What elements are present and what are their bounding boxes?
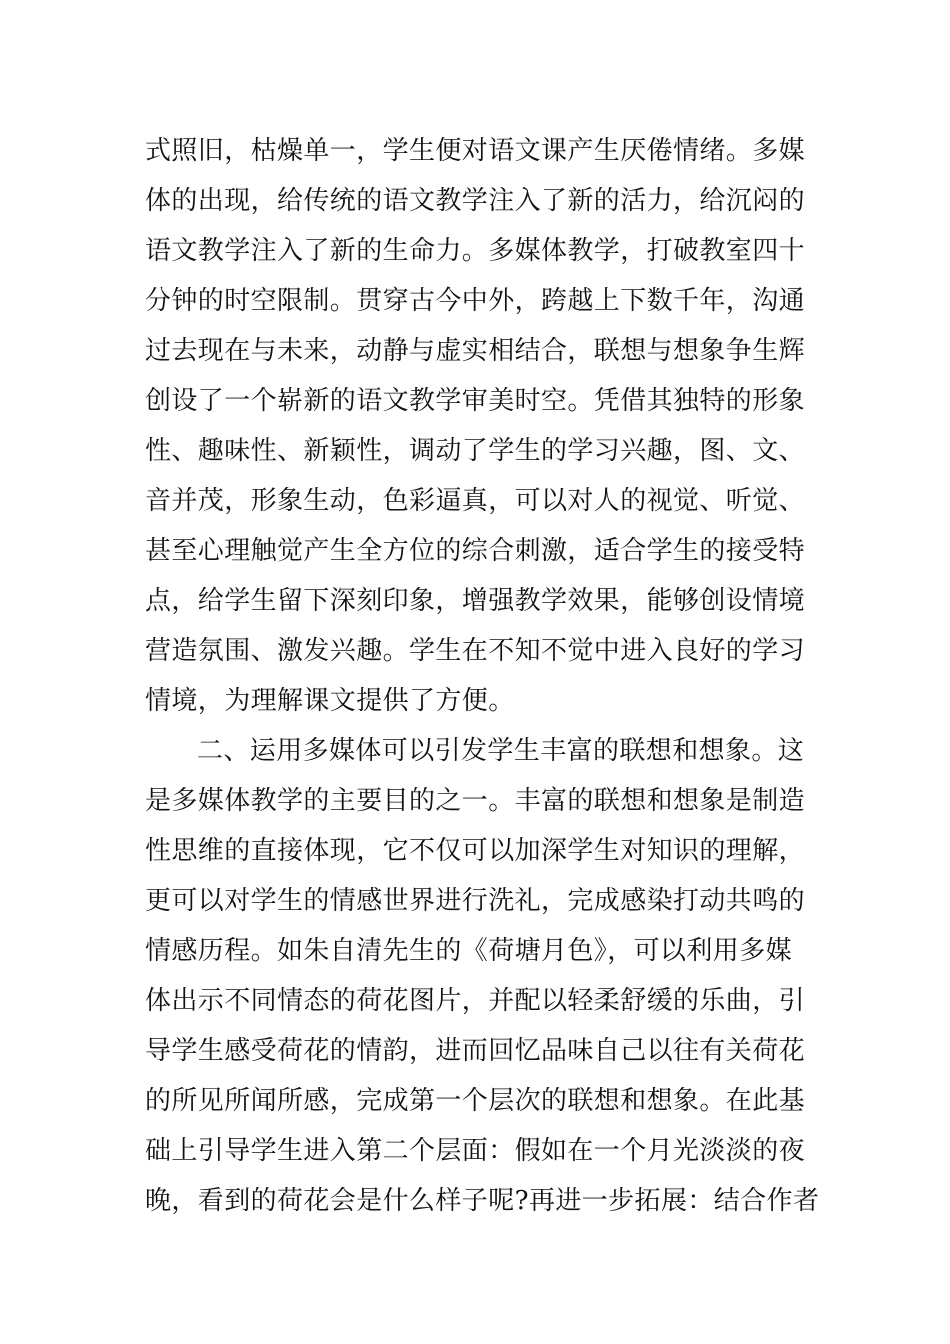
text-line: 更可以对学生的情感世界进行洗礼，完成感染打动共鸣的 xyxy=(145,886,806,916)
text-line: 性、趣味性、新颖性，调动了学生的学习兴趣，图、文、 xyxy=(145,436,806,466)
text-line: 式照旧，枯燥单一，学生便对语文课产生厌倦情绪。多媒 xyxy=(145,136,806,166)
text-line: 体出示不同情态的荷花图片，并配以轻柔舒缓的乐曲，引 xyxy=(145,986,806,1016)
text-line: 体的出现，给传统的语文教学注入了新的活力，给沉闷的 xyxy=(145,186,806,216)
text-line: 础上引导学生进入第二个层面：假如在一个月光淡淡的夜 xyxy=(145,1136,806,1166)
text-line: 分钟的时空限制。贯穿古今中外，跨越上下数千年，沟通 xyxy=(145,286,806,316)
text-line: 情感历程。如朱自清先生的《荷塘月色》，可以利用多媒 xyxy=(145,936,793,966)
text-line: 性思维的直接体现，它不仅可以加深学生对知识的理解， xyxy=(145,836,806,866)
text-line: 点，给学生留下深刻印象，增强教学效果，能够创设情境 xyxy=(145,586,806,616)
text-line: 营造氛围、激发兴趣。学生在不知不觉中进入良好的学习 xyxy=(145,636,806,666)
text-line: 导学生感受荷花的情韵，进而回忆品味自己以往有关荷花 xyxy=(145,1036,806,1066)
text-line: 语文教学注入了新的生命力。多媒体教学，打破教室四十 xyxy=(145,236,806,266)
paragraph-start-line: 二、运用多媒体可以引发学生丰富的联想和想象。这 xyxy=(197,736,805,766)
text-line: 甚至心理触觉产生全方位的综合刺激，适合学生的接受特 xyxy=(145,536,806,566)
text-line: 过去现在与未来，动静与虚实相结合，联想与想象争生辉 xyxy=(145,336,806,366)
text-line: 音并茂，形象生动，色彩逼真，可以对人的视觉、听觉、 xyxy=(145,486,806,516)
text-line: 晚，看到的荷花会是什么样子呢?再进一步拓展：结合作者 xyxy=(145,1186,820,1216)
body-text xyxy=(145,126,820,1226)
text-line: 情境，为理解课文提供了方便。 xyxy=(145,686,515,716)
text-line: 创设了一个崭新的语文教学审美时空。凭借其独特的形象 xyxy=(145,386,806,416)
text-line: 的所见所闻所感，完成第一个层次的联想和想象。在此基 xyxy=(145,1086,806,1116)
text-line: 是多媒体教学的主要目的之一。丰富的联想和想象是制造 xyxy=(145,786,806,816)
